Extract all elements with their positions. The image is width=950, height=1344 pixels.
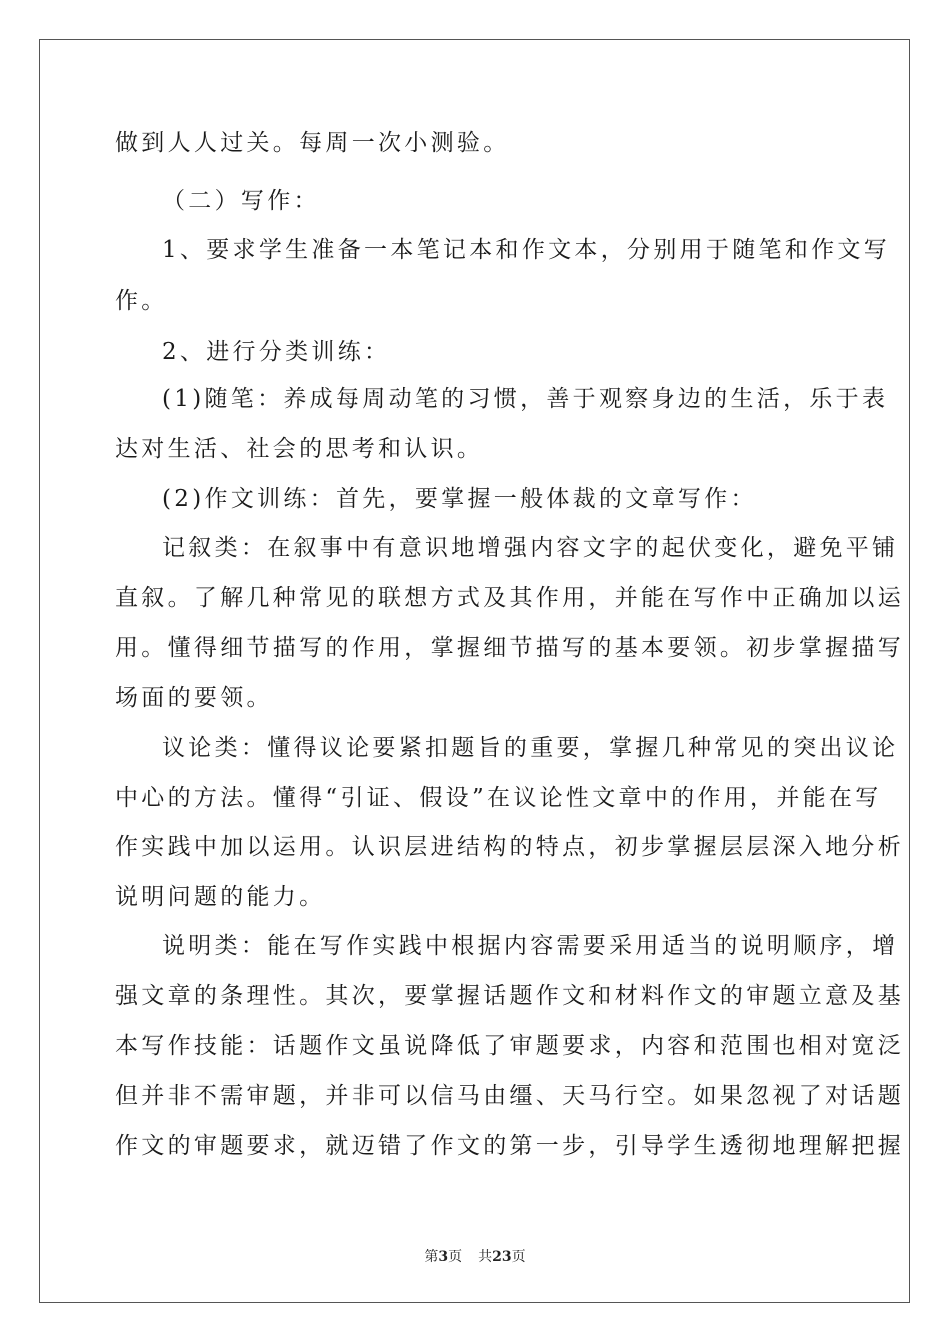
footer-total-prefix: 共 [478, 1249, 493, 1265]
text-line: 1、要求学生准备一本笔记本和作文本，分别用于随笔和作文写 [162, 237, 891, 263]
text-line: 用。懂得细节描写的作用，掌握细节描写的基本要领。初步掌握描写 [115, 635, 904, 661]
page-number: 3 [438, 1249, 449, 1265]
text-line: 作文的审题要求，就迈错了作文的第一步，引导学生透彻地理解把握 [115, 1133, 904, 1159]
text-line: (2)作文训练：首先，要掌握一般体裁的文章写作： [162, 486, 757, 512]
text-line: 直叙。了解几种常见的联想方式及其作用，并能在写作中正确加以运 [115, 585, 904, 611]
text-line: 中心的方法。懂得“引证、假设”在议论性文章中的作用，并能在写 [115, 785, 882, 811]
text-line: 作实践中加以运用。认识层进结构的特点，初步掌握层层深入地分析 [115, 834, 904, 860]
footer-total-suffix: 页 [511, 1249, 526, 1265]
text-line: 达对生活、社会的思考和认识。 [115, 436, 484, 462]
text-line: 本写作技能：话题作文虽说降低了审题要求，内容和范围也相对宽泛 [115, 1033, 904, 1059]
text-line: 说明问题的能力。 [115, 884, 326, 910]
text-line: 作。 [115, 288, 168, 314]
text-line: 2、进行分类训练： [162, 339, 391, 365]
footer-page-suffix: 页 [448, 1249, 463, 1265]
page-border [39, 39, 910, 1303]
total-pages: 23 [492, 1249, 512, 1265]
text-line: 说明类：能在写作实践中根据内容需要采用适当的说明顺序，增 [162, 933, 899, 959]
text-line: 强文章的条理性。其次，要掌握话题作文和材料作文的审题立意及基 [115, 983, 904, 1009]
section-heading: （二）写作： [162, 188, 320, 214]
text-line: 但并非不需审题，并非可以信马由缰、天马行空。如果忽视了对话题 [115, 1083, 904, 1109]
text-line: 做到人人过关。每周一次小测验。 [115, 130, 510, 156]
page-footer [0, 1246, 950, 1266]
text-line: 记叙类：在叙事中有意识地增强内容文字的起伏变化，避免平铺 [162, 535, 899, 561]
footer-prefix: 第 [424, 1249, 439, 1265]
text-line: 场面的要领。 [115, 685, 273, 711]
text-line: (1)随笔：养成每周动笔的习惯，善于观察身边的生活，乐于表 [162, 386, 889, 412]
text-line: 议论类：懂得议论要紧扣题旨的重要，掌握几种常见的突出议论 [162, 735, 899, 761]
